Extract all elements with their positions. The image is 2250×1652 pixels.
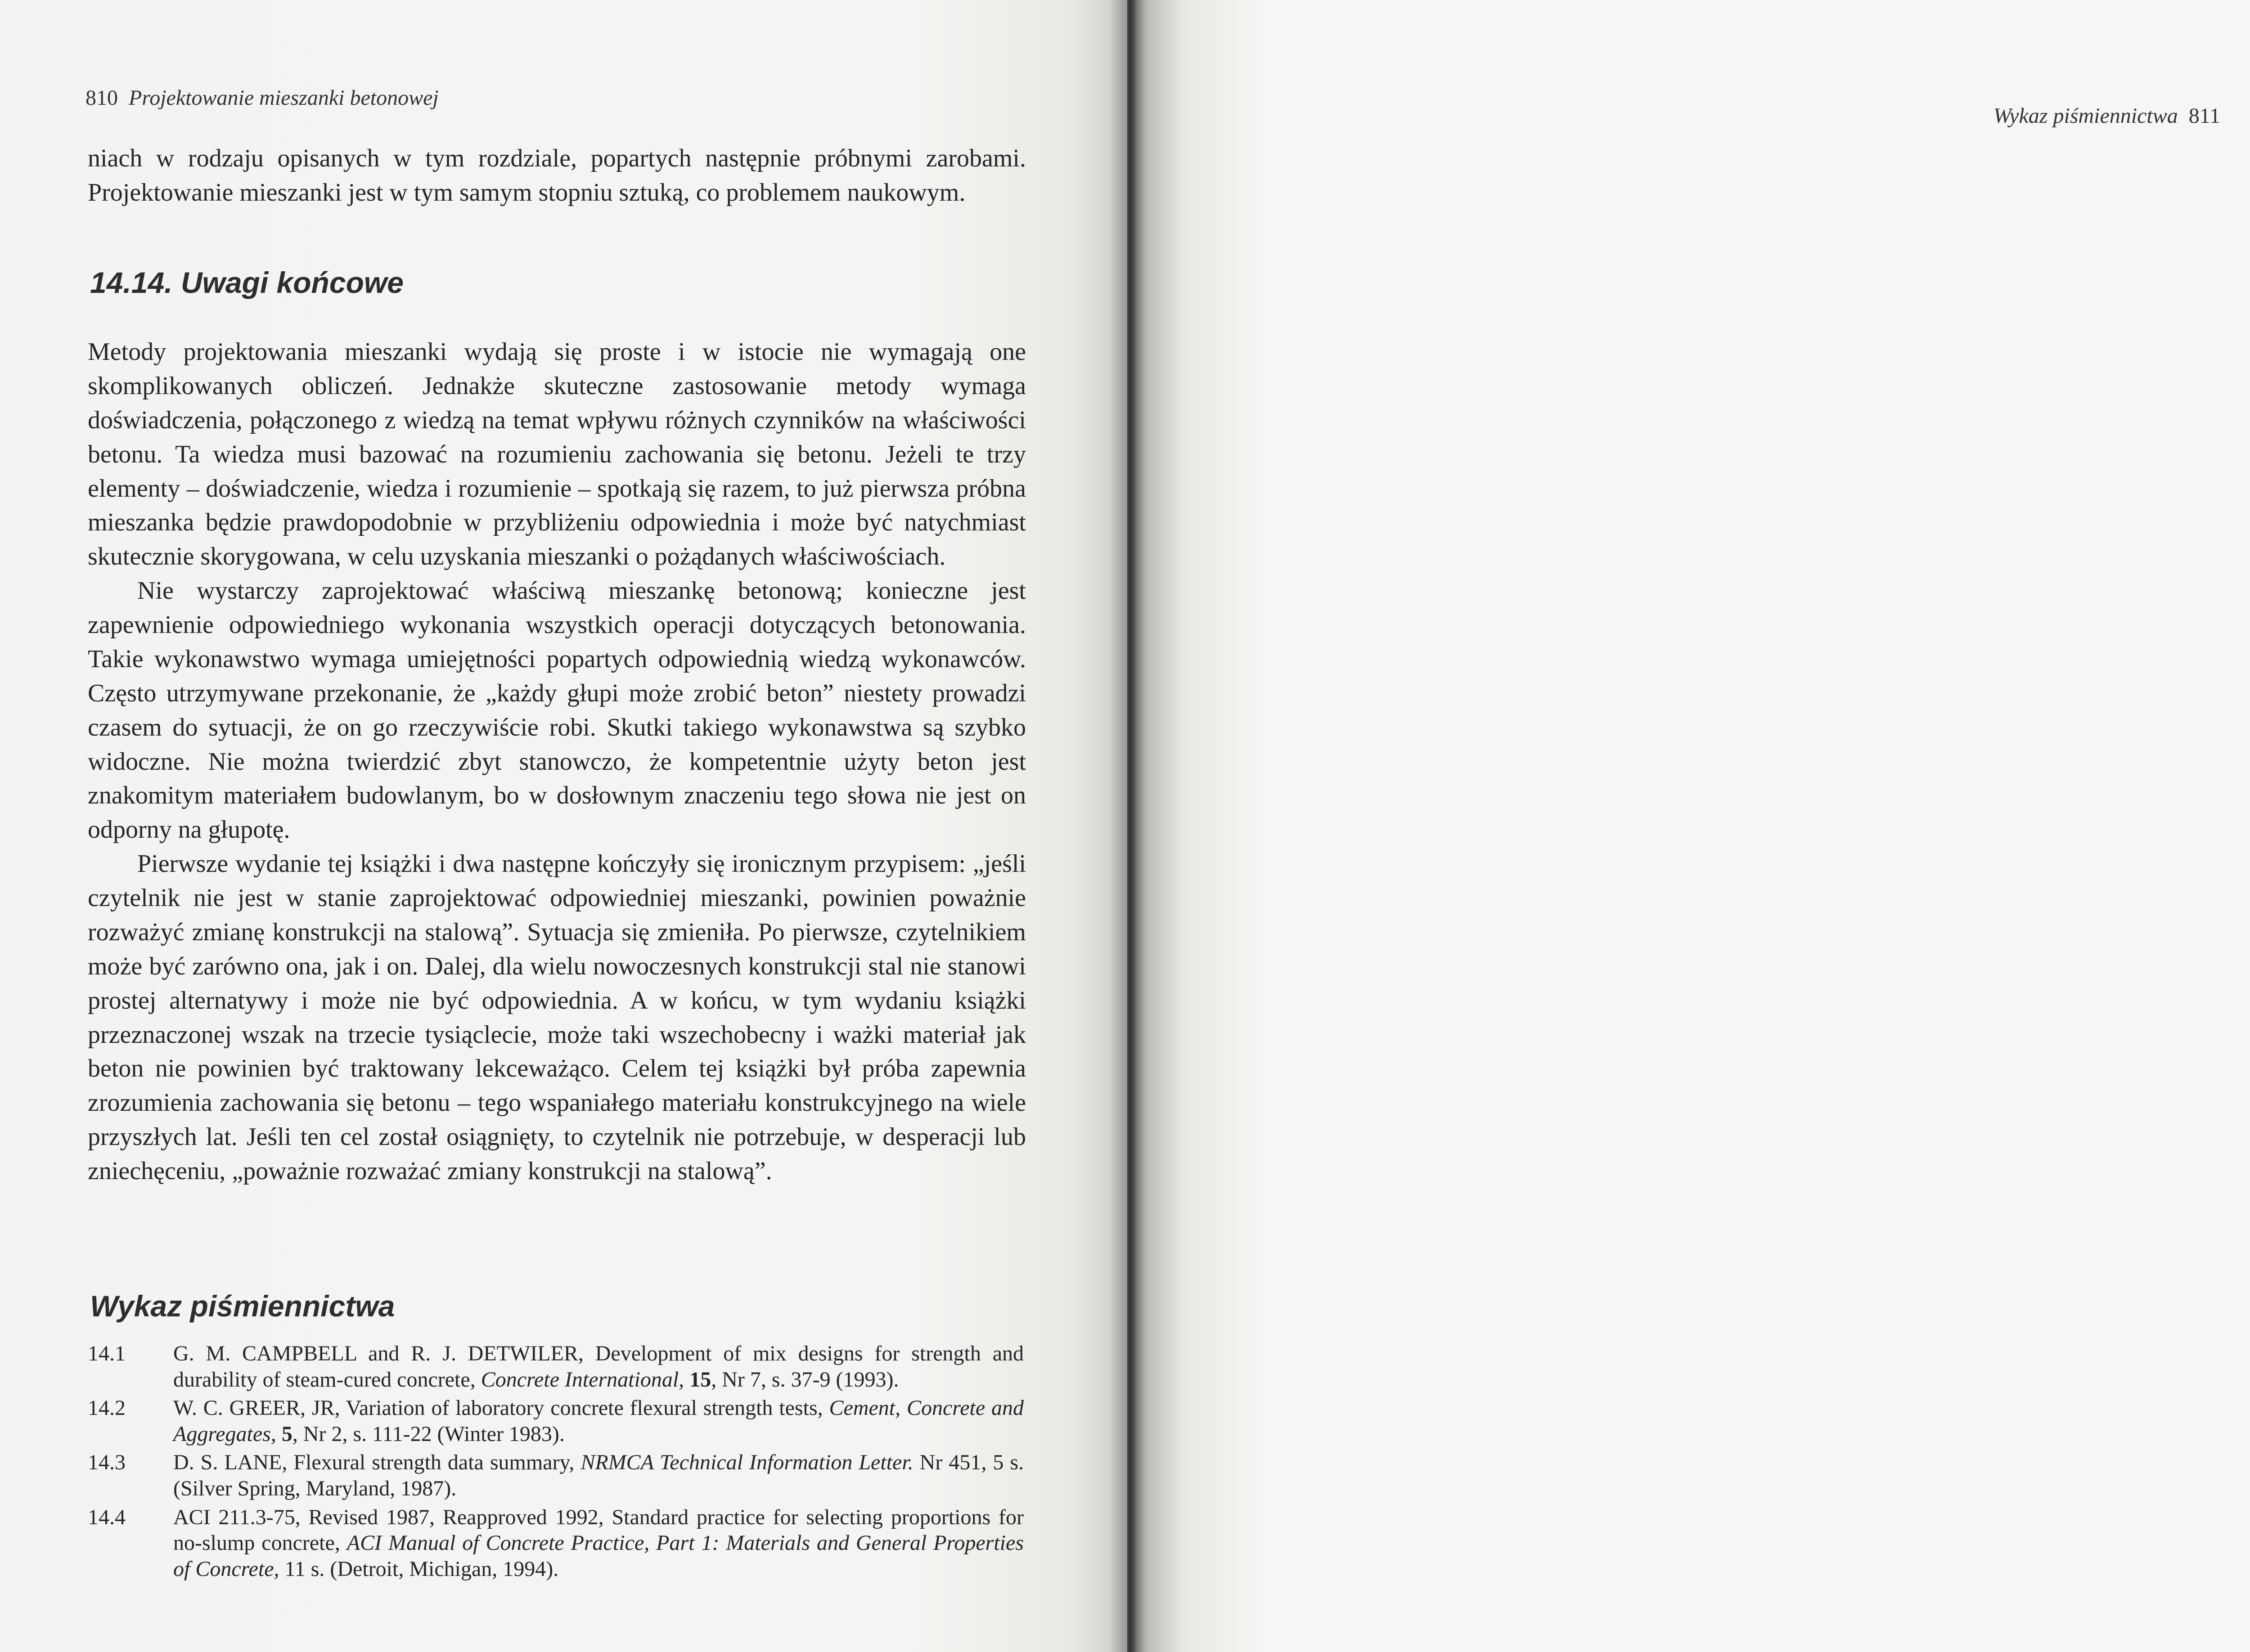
section-title-concluding-remarks: 14.14. Uwagi końcowe: [90, 266, 404, 299]
reference-text: W. C. GREER, JR, Variation of laboratory concrete flexural strength tests, Cement, Concrete and Aggregates, 5, Nr 2, s. 111-22 (Winter 1983).: [173, 1396, 1024, 1446]
left-page-number: 810: [86, 86, 118, 110]
right-running-title: Wykaz piśmiennictwa: [1993, 104, 2178, 128]
intro-paragraph: niach w rodzaju opisanych w tym rozdziale, popartych następnie próbnymi zarobami. Projektowanie mieszanki jest w tym samym stopniu sztuką, co problemem naukowym.: [88, 144, 1026, 206]
reference-number: 14.4: [88, 1505, 126, 1529]
book-spine-shadow: [1109, 0, 1150, 1652]
section-title-references: Wykaz piśmiennictwa: [90, 1289, 395, 1323]
reference-item: [88, 1450, 1024, 1501]
intro-text: [88, 142, 1026, 210]
right-running-head: [1994, 103, 2220, 128]
left-running-head: [86, 85, 439, 110]
paragraph: Pierwsze wydanie tej książki i dwa następne kończyły się ironicznym przypisem: „jeśli czytelnik nie jest w stanie zaprojektować odpowiedniej mieszanki, powinien poważnie rozważyć zmianę konstrukcji na stalową”. Sytuacja się zmieniła. Po pierwsze, czytelnikiem może być zarówno ona, jak i on. Dalej, dla wielu nowoczesnych konstrukcji stal nie stanowi prostej alternatywy i może nie być odpowiednia. A w końcu, w tym wydaniu książki przeznaczonej wszak na trzecie tysiąclecie, może taki wszechobecny i ważki materiał jak beton nie powinien być traktowany lekceważąco. Celem tej książki był próba zapewnia zrozumienia zachowania się betonu – tego wspaniałego materiału konstrukcyjnego na wiele przyszłych lat. Jeśli ten cel został osiągnięty, to czytelnik nie potrzebuje, w desperacji lub zniechęceniu, „poważnie rozważać zmiany konstrukcji na stalową”.: [88, 850, 1026, 1185]
reference-list-left: [88, 1341, 1024, 1585]
right-page-number: 811: [2188, 104, 2220, 128]
reference-text: G. M. CAMPBELL and R. J. DETWILER, Development of mix designs for strength and durability of steam-cured concrete, Concrete International, 15, Nr 7, s. 37-9 (1993).: [173, 1342, 1024, 1392]
reference-item: [88, 1395, 1024, 1447]
reference-number: 14.1: [88, 1342, 126, 1365]
paragraph: Nie wystarczy zaprojektować właściwą mieszankę betonową; konieczne jest zapewnienie odpowiedniego wykonania wszystkich operacji dotyczących betonowania. Takie wykonawstwo wymaga umiejętności popartych odpowiednią wiedzą wykonawców. Często utrzymywane przekonanie, że „każdy głupi może zrobić beton” niestety prowadzi czasem do sytuacji, że on go rzeczywiście robi. Skutki takiego wykonawstwa są szybko widoczne. Nie można twierdzić zbyt stanowczo, że kompetentnie użyty beton jest znakomitym materiałem budowlanym, bo w dosłownym znaczeniu tego słowa nie jest on odporny na głupotę.: [88, 577, 1026, 844]
reference-item: [88, 1504, 1024, 1582]
reference-text: ACI 211.3-75, Revised 1987, Reapproved 1992, Standard practice for selecting proportions for no-slump concrete, ACI Manual of Concrete Practice, Part 1: Materials and General Properties of Concrete, 11 s. (Detroit, Michigan, 1994).: [173, 1505, 1024, 1581]
reference-number: 14.3: [88, 1450, 126, 1475]
paragraph: Metody projektowania mieszanki wydają się proste i w istocie nie wymagają one skomplikowanych obliczeń. Jednakże skuteczne zastosowanie metody wymaga doświadczenia, połączonego z wiedzą na temat wpływu różnych czynników na właściwości betonu. Ta wiedza musi bazować na rozumieniu zachowania się betonu. Jeżeli te trzy elementy – doświadczenie, wiedza i rozumienie – spotkają się razem, to już pierwsza próbna mieszanka będzie prawdopodobnie w przybliżeniu odpowiednia i może być natychmiast skutecznie skorygowana, w celu uzyskania mieszanki o pożądanych właściwościach.: [88, 338, 1026, 571]
reference-number: 14.2: [88, 1396, 126, 1420]
left-running-title: Projektowanie mieszanki betonowej: [129, 86, 439, 110]
right-page: [1127, 0, 2250, 1652]
reference-item: [88, 1341, 1024, 1392]
reference-text: D. S. LANE, Flexural strength data summary, NRMCA Technical Information Letter. Nr 451, 5 s. (Silver Spring, Maryland, 1987).: [173, 1450, 1024, 1500]
concluding-remarks-text: [88, 335, 1026, 1189]
